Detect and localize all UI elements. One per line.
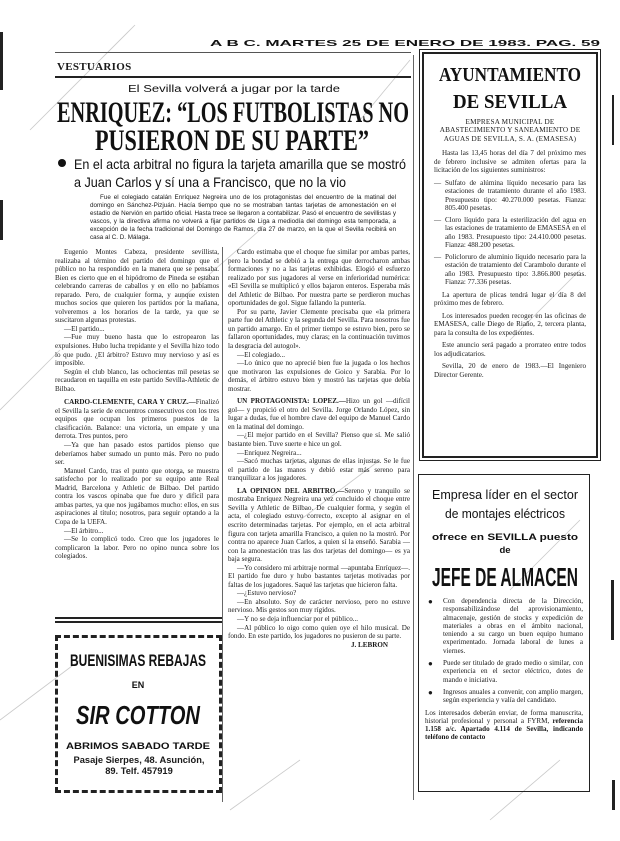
ad-line: de montajes eléctricos <box>445 507 565 521</box>
list-item-text: Policloruro de aluminio líquido necesario para la estación de tratamiento del Carambolo durante el año 1983. Presupuesto tipo: 3.866.800 pesetas. Fianza: 77.336 pesetas. <box>445 252 586 287</box>
column-divider <box>413 55 414 800</box>
paragraph: —Enríquez Negreira... <box>237 448 302 457</box>
closing-text: Los interesados deberán enviar, de forma manuscrita, historial profesional y personal a FYRM, <box>425 708 583 725</box>
headline-line-2: PUSIERON DE SU PARTE” <box>95 124 369 154</box>
paragraph: Cardo estimaba que el choque fue similar por ambas partes, pero la bondad se debió a la entrega que derrocharon ambas formaciones y no a las tarjetas exhibidas. Elogió el esfuerzo realizado por sus jugadores al verse en inferioridad numérica: «El Sevilla se multiplicó y ellos bajaron enteros. Esperaba más del Athletic de Bilbao. Por nuestra parte se perdieron muchas oportunidades de gol. Sigue fallando la puntería. <box>228 248 410 308</box>
paragraph: —Fue muy bueno hasta que lo estropearon las expulsiones. Hubo lucha trepidante y el Sevilla hizo todo lo que pudo. ¿El árbitro? Estuvo muy nervioso y así es imposible. <box>55 333 219 368</box>
ad-line: ofrece en SEVILLA puesto <box>432 532 579 543</box>
ad-brand: SIR COTTON <box>76 700 201 730</box>
article-deck <box>55 154 413 194</box>
list-item-text: Sulfato de alúmina líquido necesario para las estaciones de tratamiento durante el año 1983. Presupuesto tipo: 40.270.000 pesetas. Fianza: 805.400 pesetas. <box>445 178 586 213</box>
paragraph <box>55 398 219 441</box>
ad-paragraph: La apertura de plicas tendrá lugar el día 8 del próximo mes de febrero. <box>434 290 586 308</box>
paragraph: Eugenio Montes Cabeza, presidente sevillista, realizaba al término del partido del domingo que el público no ha respondido en la manera que se pensaba. Bien es cierto que en el hipódromo de Pineda se estaban celebrando carreras de caballos y en ello no habíamos reparado. Pero, de cualquier forma, y aunque existen muchos socios que quieren los partidos por la mañana, volveremos a los horarios de la tarde, ya que se suscitaron algunas protestas. <box>55 248 219 325</box>
paragraph: —En absoluto. Soy de carácter nervioso, pero no estuve nervioso. Mis gestos son muy rígidos. <box>228 597 410 615</box>
paragraph: —¿Estuvo nervioso? <box>237 589 297 598</box>
ad-line: Empresa líder en el sector <box>432 488 578 502</box>
ad-paragraph: Hasta las 13,45 horas del día 7 del próximo mes de febrero inclusive se admiten ofertas para la licitación de los siguientes suministros: <box>434 149 586 175</box>
supply-list <box>434 179 586 287</box>
paragraph: Por su parte, Javier Clemente precisaba que «la primera parte fue del Athletic y la segunda del Sevilla. Para nosotros fue un partido amargo. En el primer tiempo se estuvo bien, pero se fallaron oportunidades, muy claras; en la continuación tuvimos la desgracia del autogol». <box>228 307 410 351</box>
ad-paragraph: Este anuncio será pagado a prorrateo entre todos los adjudicatarios. <box>434 341 586 358</box>
ad-paragraph: Los interesados pueden recoger en las oficinas de EMASESA, calle Diego de Riaño, 2, tercera planta, para la consulta de los expedientes. <box>434 311 586 337</box>
list-item-text: Ingresos anuales a convenir, con amplio margen, según experiencia y valía del candidato. <box>443 687 583 705</box>
subhead: UN PROTAGONISTA: LOPEZ.— <box>237 397 346 406</box>
ad-paragraph: Sevilla, 20 de enero de 1983.—El Ingeniero Director Gerente. <box>434 362 586 379</box>
page-folio <box>210 36 602 48</box>
paragraph: —El partido... <box>64 324 105 333</box>
ad-closing <box>425 709 583 742</box>
list-item-text: Puede ser titulado de grado medio o similar, con experiencia en el sector eléctrico, dotes de mando e iniciativa. <box>443 659 583 684</box>
paragraph <box>228 487 410 564</box>
page-edge-mark <box>0 200 3 240</box>
double-rule <box>55 617 222 619</box>
page-edge-mark <box>612 95 614 145</box>
ad-line: de <box>499 545 511 556</box>
headline-line-1: ENRIQUEZ: “LOS FUTBOLISTAS NO <box>57 96 409 129</box>
paragraph: —El árbitro... <box>64 526 104 535</box>
sir-cotton-ad <box>55 635 222 793</box>
list-item-text: Con dependencia directa de la Dirección, responsabilizándose del aprovisionamiento, almacenaje, gestión de stocks y expedición de materiales a obras en el ámbito nacional, teniendo a su cargo un buen equipo humano experimentado. Jornada laboral de lunes a viernes. <box>443 597 583 655</box>
job-requirements <box>425 597 583 705</box>
article-column-1 <box>55 248 219 610</box>
deck-line-2: a Juan Carlos y sí una a Francisco, que no la vio <box>74 174 347 190</box>
folio-text: A B C. MARTES 25 DE ENERO DE 1983. PAG. 59 <box>210 38 601 48</box>
paragraph: —Yo considero mi arbitraje normal —apuntaba Enríquez—. El partido fue duro y hubo bastantes tarjetas motivadas por faltas de los jugadores. Saqué las tarjetas que hicieron falta. <box>228 563 410 589</box>
ad-subtitle: EMPRESA MUNICIPAL DE ABASTECIMIENTO Y SANEAMIENTO DE AGUAS DE SEVILLA, S. A. (EMASESA) <box>439 118 581 143</box>
deck-line-1: En el acta arbitral no figura la tarjeta amarilla que se mostró <box>74 156 407 172</box>
bullet-icon: ● <box>428 687 433 697</box>
list-item <box>425 597 583 655</box>
subhead: LA OPINION DEL ARBITRO.— <box>237 486 345 495</box>
ad-title-2: DE SEVILLA <box>453 91 568 113</box>
paragraph-text: Hizo un gol —difícil gol— y propició el otro del Sevilla. Jorge Orlando López, sin lugar a dudas, fue el hombre clave del equipo de Manuel Cardo en la matinal del domingo. <box>228 397 410 431</box>
article-headline-block <box>55 78 413 154</box>
double-rule <box>55 621 222 623</box>
article-column-2 <box>228 248 410 784</box>
paragraph-text: Finalizó el Sevilla la serie de encuentros consecutivos con los tres equipos que ocupan los primeros puestos de la clasificación. Balance: una victoria, un empate y una derrota. Tres puntos, pero <box>55 398 219 441</box>
ad-title-1: AYUNTAMIENTO <box>439 64 581 86</box>
list-item <box>425 688 583 705</box>
ad-address: Pasaje Sierpes, 48. Asunción, 89. Telf. 457919 <box>73 755 205 776</box>
byline: J. LEBRON <box>350 640 388 649</box>
paragraph <box>228 397 410 431</box>
list-item: — Policloruro de aluminio líquido necesario para la estación de tratamiento del Carambolo durante el año 1983. Presupuesto tipo: 3.866.800 pesetas. Fianza: 77.336 pesetas. <box>434 252 586 287</box>
ad-text: EN <box>131 680 145 690</box>
list-item: — Cloro líquido para la esterilización del agua en las estaciones de tratamiento de EMASESA en el año 1983. Presupuesto tipo: 24.410.000 pesetas. Fianza: 488.200 pesetas. <box>434 215 586 250</box>
job-ad-jefe-almacen <box>418 474 590 792</box>
paragraph-text: Sereno y tranquilo se mostraba Enríquez Negreira una vez concluido el choque entre Sevilla y Athletic de Bilbao. De cualquier forma, y según el acta, el colegiado estuvo correcto, excepto al asignar en el escrito determinadas tarjetas. Por ejemplo, en el acta arbitral figura con tarjeta amarilla Francisco, a quien no la mostró. Por contra no aparece Juan Carlos, a quien sí la enseñó. Sarabia —con la amonestación tras las dos tarjetas del domingo— es ya baja segura. <box>228 486 410 564</box>
header-rule <box>55 52 411 53</box>
section-label: VESTUARIOS <box>57 61 132 73</box>
paragraph: —Y no se deja influenciar por el público... <box>237 614 359 623</box>
ad-headline: BUENISIMAS REBAJAS <box>70 651 206 670</box>
paragraph: Manuel Cardo, tras el punto que otorga, se muestra satisfecho por lo realizado por su equipo ante Real Madrid, Barcelona y Athletic de Bilbao. Del partido contra los vascos opinaba que fue duro y difícil para ambas partes, ya que nos jugábamos mucho: ellos, en sus aspiraciones al título; nosotros, para seguir optando a la Copa de la UEFA. <box>55 466 219 526</box>
paragraph: —Ya que han pasado estos partidos pienso que deberíamos haber sumado un punto más. Pero no pudo ser. <box>55 441 219 467</box>
ayuntamiento-ad <box>422 52 598 458</box>
subhead: CARDO-CLEMENTE, CARA Y CRUZ.— <box>64 398 196 407</box>
column-divider <box>222 247 223 802</box>
page-edge-mark <box>612 780 615 810</box>
closing-reference: referencia 1.158 a/c. Apartado 4.114 de Sevilla, indicando teléfono de contacto <box>425 716 583 742</box>
paragraph: —Lo único que no aprecié bien fue la jugada o los hechos que motivaron las expulsiones de Goico y Sarabia. Por lo demás, el árbitro estuvo bien y mostró las tarjetas que debía mostrar. <box>228 359 410 393</box>
paragraph: Según el club blanco, las ochocientas mil pesetas se recaudaron en taquilla en este partido Sevilla-Athletic de Bilbao. <box>55 367 219 393</box>
paragraph: —El colegiado... <box>237 350 286 359</box>
paragraph: —Se lo complicó todo. Creo que los jugadores le complicaron la labor. Pero no opino nunca sobre los colegiados. <box>55 535 219 561</box>
article-kicker: El Sevilla volverá a jugar por la tarde <box>128 84 341 95</box>
job-title: JEFE DE ALMACEN <box>432 562 578 587</box>
ad-text: ABRIMOS SABADO TARDE <box>66 741 210 752</box>
list-item <box>425 659 583 684</box>
paragraph: —¿El mejor partido en el Sevilla? Pienso que sí. Me salió bastante bien. Tuve suerte e hice un gol. <box>228 431 410 449</box>
bullet-icon <box>58 159 66 167</box>
paragraph: —Sacó muchas tarjetas, algunas de ellas injustas. Se le fue el partido de las manos y debió estar más sereno para tranquilizar a los jugadores. <box>228 457 410 483</box>
page-edge-mark <box>611 580 614 640</box>
bullet-icon: ● <box>428 597 433 606</box>
list-item-text: Cloro líquido para la esterilización del agua en las estaciones de tratamiento de EMASESA en el año 1983. Presupuesto tipo: 24.410.000 pesetas. Fianza: 488.200 pesetas. <box>445 215 586 250</box>
paragraph: —Al público lo oigo como quien oye el hilo musical. De fondo. En este partido, los jugadores no pusieron de su parte. <box>228 623 410 641</box>
bullet-icon: ● <box>428 659 433 669</box>
page-edge-mark <box>0 32 3 90</box>
article-lead: Fue el colegiado catalán Enríquez Negreira uno de los protagonistas del encuentro de la matinal del domingo en Sánchez-Pizjuán. Hacía tiempo que no se mostraban tantas tarjetas de amonestación en el estadio de Nervión en partido oficial. Hasta trece se llegaron a contabilizar. Pasó el encuentro de sevillistas y vascos, y la directiva afirma no volverá a fijar partidos de Liga a mediodía del domingo esta temporada, a excepción de la fecha tradicional del Domingo de Ramos, día 27 de marzo, en la que el Sevilla recibirá en casa al C. D. Málaga. <box>90 194 396 241</box>
list-item: — Sulfato de alúmina líquido necesario para las estaciones de tratamiento durante el año 1983. Presupuesto tipo: 40.270.000 pesetas. Fianza: 805.400 pesetas. <box>434 178 586 213</box>
